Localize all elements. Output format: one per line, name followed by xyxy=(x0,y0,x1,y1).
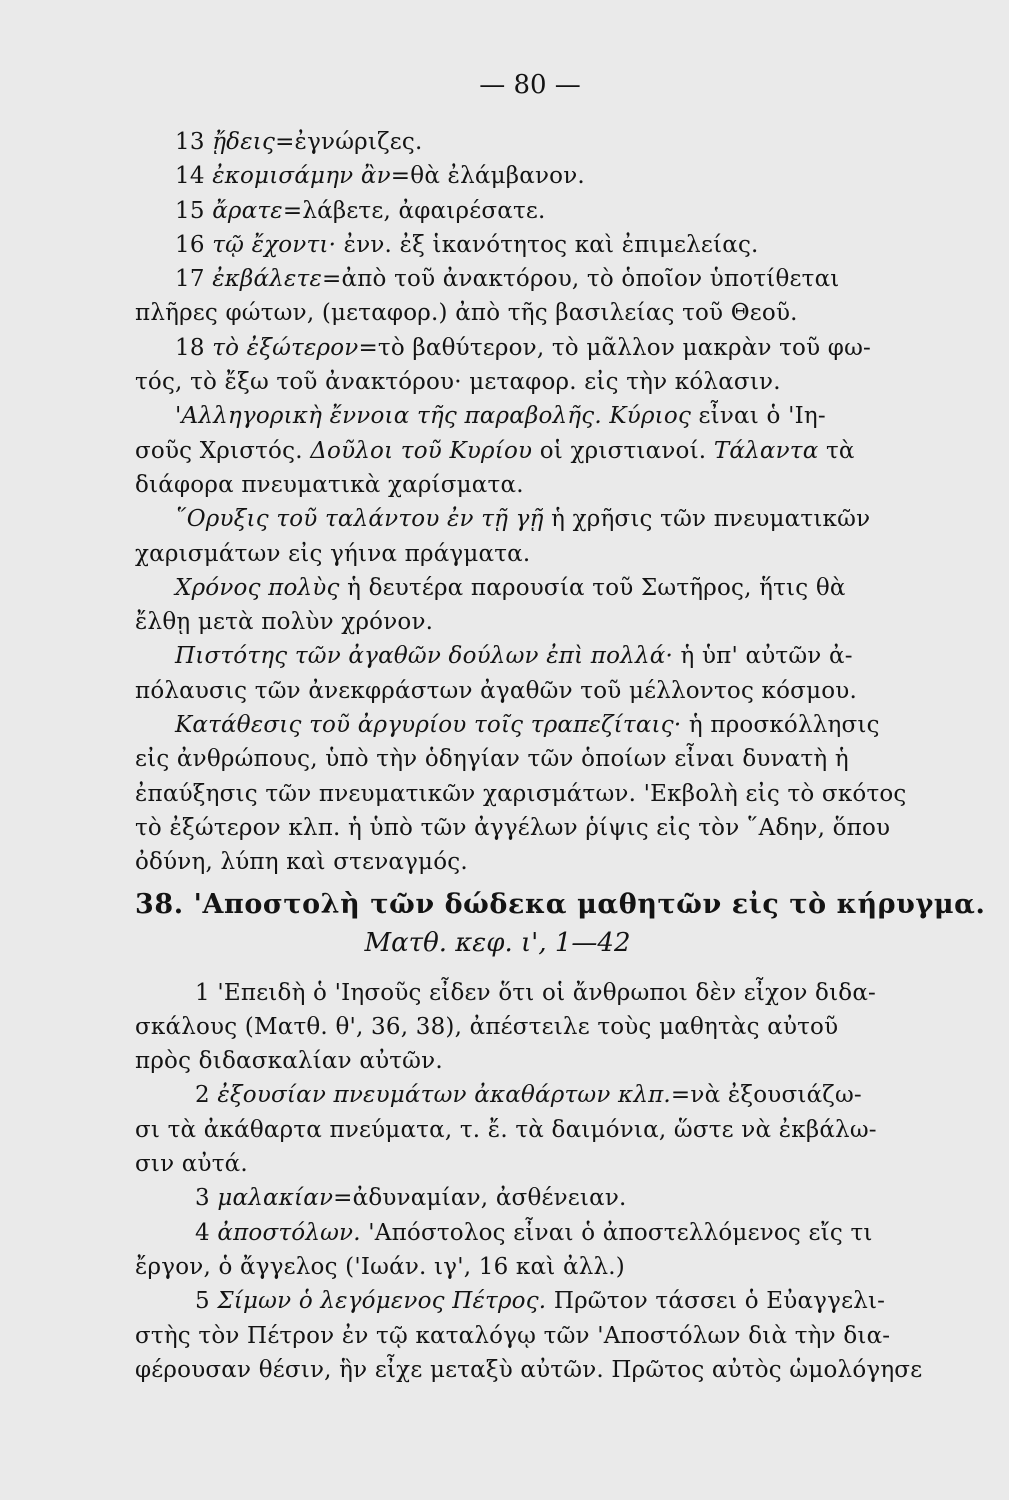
note-2-cont: σι τὰ ἀκάθαρτα πνεύματα, τ. ἔ. τὰ δαιμόνια, ὥστε νὰ ἐκβάλω- xyxy=(135,1116,877,1143)
allegory-line: εἰς ἀνθρώπους, ὑπὸ τὴν ὁδηγίαν τῶν ὁποίων εἶναι δυνατὴ ἡ xyxy=(135,746,849,773)
allegory-line: ὀδύνη, λύπη καὶ στεναγμός. xyxy=(135,849,468,876)
note-16: 16 τῷ ἔχοντι· ἐνν. ἐξ ἱκανότητος καὶ ἐπιμελείας. xyxy=(175,231,759,258)
note-5: 5 Σίμων ὁ λεγόμενος Πέτρος. Πρῶτον τάσσει ὁ Εὐαγγελι- xyxy=(195,1288,886,1315)
note-1: 1 'Επειδὴ ὁ 'Ιησοῦς εἶδεν ὅτι οἱ ἄνθρωποι δὲν εἶχον διδα- xyxy=(195,979,877,1006)
section-reference: Ματθ. κεφ. ι', 1—42 xyxy=(364,927,631,958)
note-2-cont: σιν αὐτά. xyxy=(135,1151,248,1178)
note-15: 15 ἄρατε=λάβετε, ἀφαιρέσατε. xyxy=(175,197,546,224)
note-3: 3 μαλακίαν=ἀδυναμίαν, ἀσθένειαν. xyxy=(195,1185,627,1212)
allegory-line: ἐπαύξησις τῶν πνευματικῶν χαρισμάτων. 'Εκβολὴ εἰς τὸ σκότος xyxy=(135,780,907,807)
allegory-line: Πιστότης τῶν ἀγαθῶν δούλων ἐπὶ πολλά· ἡ ὑπ' αὐτῶν ἀ- xyxy=(175,643,853,670)
note-13: 13 ᾔδεις=ἐγνώριζες. xyxy=(175,129,423,155)
allegory-line: σοῦς Χριστός. Δοῦλοι τοῦ Κυρίου οἱ χριστιανοί. Τάλαντα τὰ xyxy=(135,437,855,464)
allegory-line: ῞Ορυξις τοῦ ταλάντου ἐν τῇ γῇ ἡ χρῆσις τῶν πνευματικῶν xyxy=(175,506,871,533)
note-1-cont: πρὸς διδασκαλίαν αὐτῶν. xyxy=(135,1048,443,1075)
note-17-cont: πλῆρες φώτων, (μεταφορ.) ἀπὸ τῆς βασιλείας τοῦ Θεοῦ. xyxy=(135,300,798,327)
allegory-line: διάφορα πνευματικὰ χαρίσματα. xyxy=(135,471,524,498)
page-content xyxy=(135,125,986,1387)
section-heading xyxy=(135,886,986,924)
note-18-cont: τός, τὸ ἔξω τοῦ ἀνακτόρου· μεταφορ. εἰς τὴν κόλασιν. xyxy=(135,369,781,396)
note-14: 14 ἐκομισάμην ἂν=θὰ ἐλάμβανον. xyxy=(175,163,585,190)
note-2: 2 ἐξουσίαν πνευμάτων ἀκαθάρτων κλπ.=νὰ ἐξουσιάζω- xyxy=(195,1082,862,1109)
note-1-cont: σκάλους (Ματθ. θ', 36, 38), ἀπέστειλε τοὺς μαθητὰς αὐτοῦ xyxy=(135,1013,839,1040)
allegory-line: τὸ ἐξώτερον κλπ. ἡ ὑπὸ τῶν ἀγγέλων ῥίψις εἰς τὸν ῞Αδην, ὅπου xyxy=(135,814,891,841)
note-18: 18 τὸ ἐξώτερον=τὸ βαθύτερον, τὸ μᾶλλον μακρὰν τοῦ φω- xyxy=(175,334,872,361)
section-number: 38. xyxy=(135,888,184,920)
note-4: 4 ἀποστόλων. 'Απόστολος εἶναι ὁ ἀποστελλόμενος εἴς τι xyxy=(195,1219,873,1246)
allegory-line: Χρόνος πολὺς ἡ δευτέρα παρουσία τοῦ Σωτῆρος, ἥτις θὰ xyxy=(175,574,846,601)
allegory-line: ἔλθῃ μετὰ πολὺν χρόνον. xyxy=(135,609,434,636)
note-5-cont: φέρουσαν θέσιν, ἣν εἶχε μεταξὺ αὐτῶν. Πρῶτος αὐτὸς ὡμολόγησε xyxy=(135,1356,923,1383)
page-number: — 80 — xyxy=(479,70,581,100)
note-17: 17 ἐκβάλετε=ἀπὸ τοῦ ἀνακτόρου, τὸ ὁποῖον ὑποτίθεται xyxy=(175,266,840,293)
section-title: 'Αποστολὴ τῶν δώδεκα μαθητῶν εἰς τὸ κήρυγμα. xyxy=(193,888,986,920)
allegory-line: πόλαυσις τῶν ἀνεκφράστων ἀγαθῶν τοῦ μέλλοντος κόσμου. xyxy=(135,677,857,704)
allegory-line: χαρισμάτων εἰς γήινα πράγματα. xyxy=(135,540,531,567)
note-5-cont: στὴς τὸν Πέτρον ἐν τῷ καταλόγῳ τῶν 'Αποστόλων διὰ τὴν δια- xyxy=(135,1322,891,1349)
allegory-line: Κατάθεσις τοῦ ἀργυρίου τοῖς τραπεζίταις· ἡ προσκόλλησις xyxy=(175,712,880,739)
note-4-cont: ἔργον, ὁ ἄγγελος ('Ιωάν. ιγ', 16 καὶ ἀλλ.) xyxy=(135,1253,625,1280)
allegory-line: 'Αλληγορικὴ ἔννοια τῆς παραβολῆς. Κύριος εἶναι ὁ 'Ιη- xyxy=(175,403,826,430)
